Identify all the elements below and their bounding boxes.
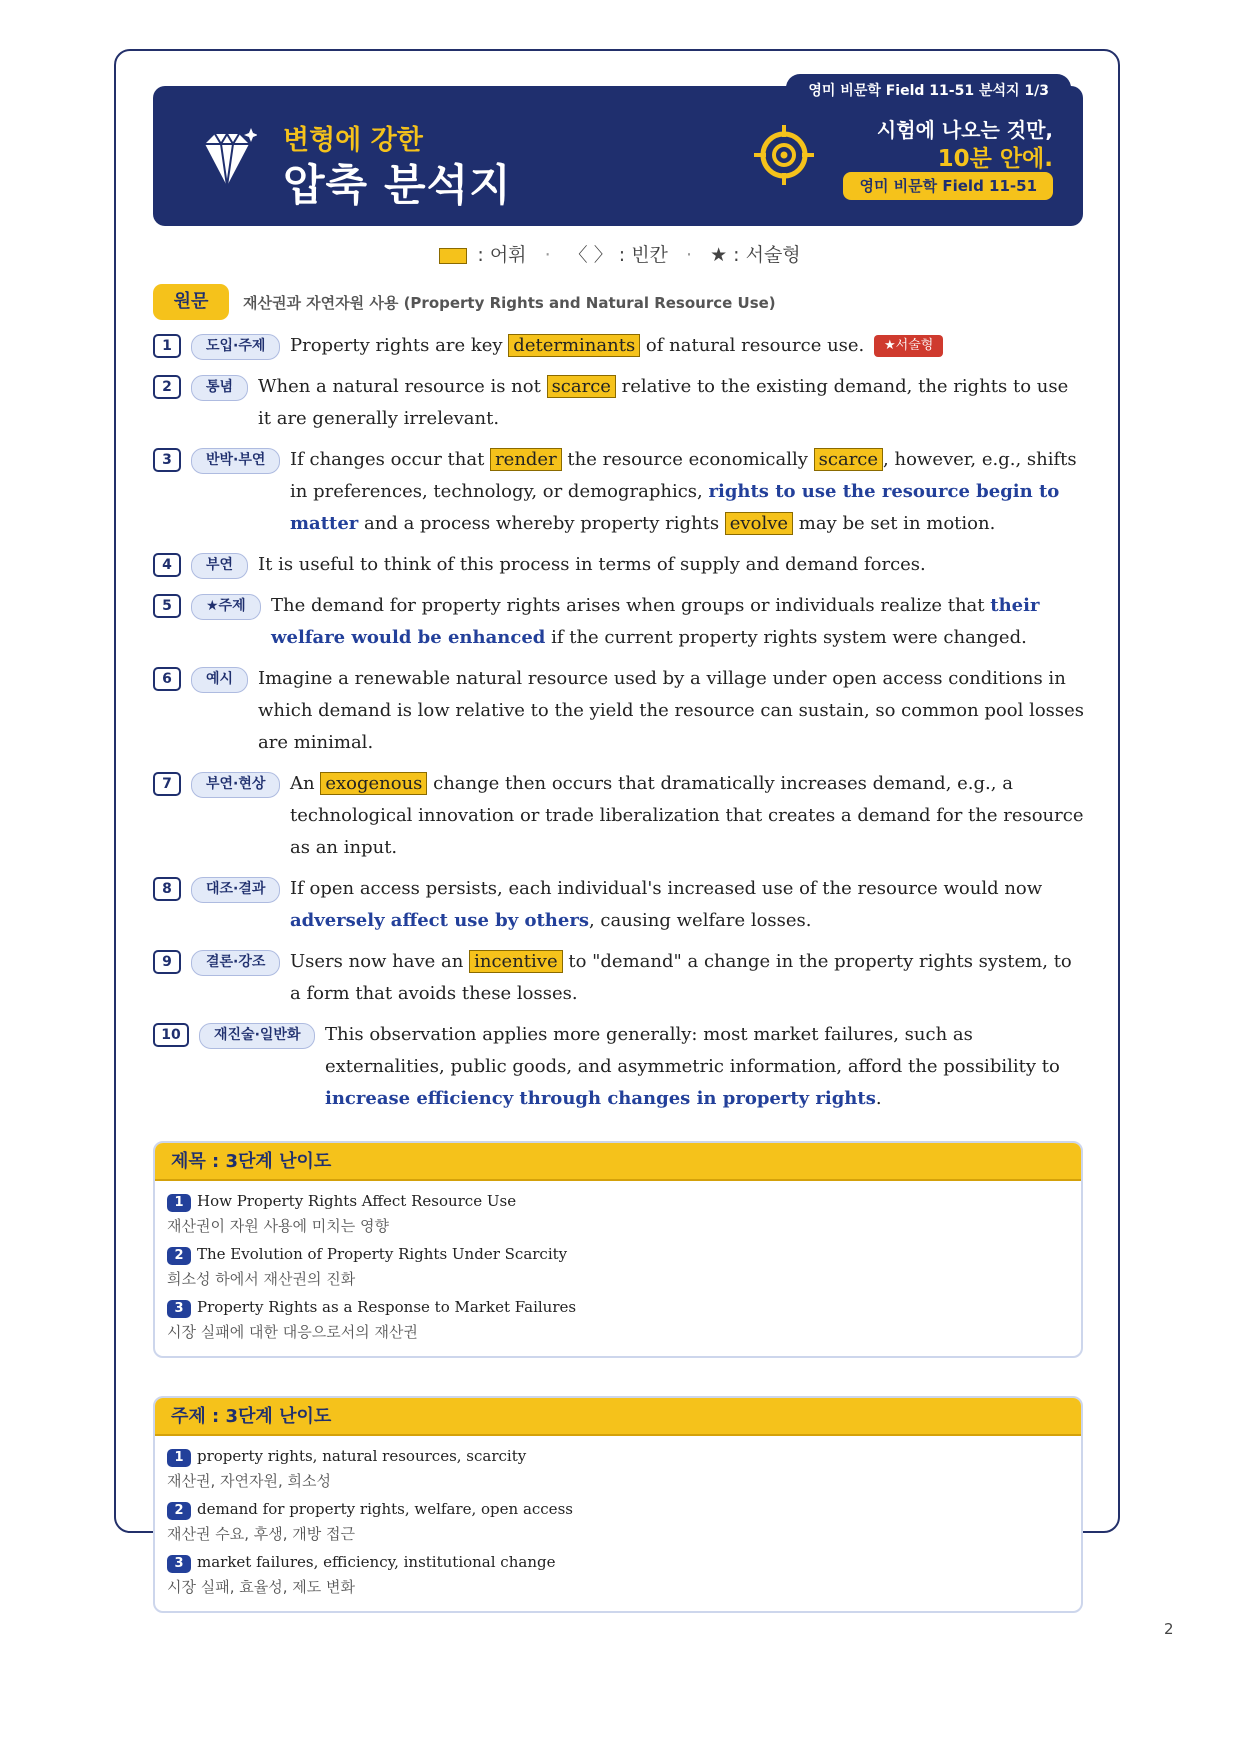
option-english	[167, 1191, 1069, 1212]
theme-box	[153, 1396, 1083, 1613]
legend	[0, 240, 1240, 267]
vocab-highlight: exogenous	[320, 772, 427, 795]
option-number: 3	[167, 1300, 191, 1318]
sentence-number: 6	[153, 667, 181, 691]
sentence-role-tag: 통념	[191, 375, 248, 401]
sentence-role-tag: 결론·강조	[191, 950, 280, 976]
sentence-text	[258, 663, 1085, 759]
text-segment: if the current property rights system were changed.	[545, 627, 1027, 648]
sentence-role-tag: 반박·부연	[191, 448, 280, 474]
sentence-row	[153, 663, 1085, 759]
sentence-role-tag: 부연	[191, 553, 248, 579]
theme-box-items	[155, 1436, 1081, 1611]
vocab-highlight: incentive	[469, 950, 563, 973]
text-segment: This observation applies more generally: most market failures, such as externalities, public goods, and asymmetric information, afford the possibility to	[325, 1024, 1060, 1077]
sentence-number: 9	[153, 950, 181, 974]
text-segment: , causing welfare losses.	[588, 910, 812, 931]
option-item	[167, 1499, 1069, 1544]
sentence-row	[153, 549, 1085, 581]
option-english-text: How Property Rights Affect Resource Use	[197, 1192, 517, 1210]
option-number: 1	[167, 1194, 191, 1212]
key-phrase: increase efficiency through changes in property rights	[325, 1088, 876, 1109]
text-segment: It is useful to think of this process in terms of supply and demand forces.	[258, 554, 926, 575]
title-box	[153, 1141, 1083, 1358]
text-segment: Imagine a renewable natural resource used by a village under open access conditions in which demand is low relative to the yield the resource can sustain, so common pool losses are minimal.	[258, 668, 1085, 753]
sentence-row	[153, 768, 1085, 864]
option-english	[167, 1499, 1069, 1520]
option-korean: 재산권이 자원 사용에 미치는 영향	[167, 1217, 389, 1235]
option-number: 1	[167, 1449, 191, 1467]
sentence-list	[153, 330, 1085, 1124]
sentence-text	[290, 330, 1085, 362]
text-segment: .	[875, 1088, 882, 1109]
key-phrase: adversely affect use by others	[290, 910, 589, 931]
sentence-number: 10	[153, 1023, 189, 1047]
theme-box-heading: 주제 : 3단계 난이도	[155, 1398, 1081, 1436]
vocab-highlight: scarce	[814, 448, 883, 471]
option-english-text: Property Rights as a Response to Market Failures	[197, 1298, 577, 1316]
header-title: 압축 분석지	[283, 161, 512, 211]
sentence-text	[325, 1019, 1085, 1115]
title-box-heading: 제목 : 3단계 난이도	[155, 1143, 1081, 1181]
vocab-highlight: determinants	[508, 334, 640, 357]
sentence-row	[153, 946, 1085, 1010]
sentence-role-tag: 도입·주제	[191, 334, 280, 360]
legend-written: : 서술형	[733, 244, 801, 266]
text-segment: When a natural resource is not	[258, 376, 547, 397]
option-korean: 시장 실패에 대한 대응으로서의 재산권	[167, 1323, 418, 1341]
series-badge: 영미 비문학 Field 11-51	[843, 172, 1053, 200]
vocab-swatch-icon	[439, 248, 467, 264]
sentence-number: 3	[153, 448, 181, 472]
sentence-row	[153, 330, 1085, 362]
text-segment: The demand for property rights arises when groups or individuals realize that	[271, 595, 991, 616]
option-item	[167, 1446, 1069, 1491]
option-korean: 희소성 하에서 재산권의 진화	[167, 1270, 356, 1288]
text-segment: to "demand" a change in the property rights system, to a form that avoids these losses.	[290, 951, 1072, 1004]
sentence-text	[290, 768, 1085, 864]
sentence-text	[258, 549, 1085, 581]
key-phrase: rights to use the resource begin to matter	[290, 481, 1060, 534]
sentence-row	[153, 444, 1085, 540]
vocab-highlight: render	[490, 448, 562, 471]
option-english	[167, 1244, 1069, 1265]
legend-blank: : 빈칸	[618, 244, 668, 266]
sentence-number: 4	[153, 553, 181, 577]
option-item	[167, 1552, 1069, 1597]
series-tab: 영미 비문학 Field 11-51 분석지 1/3	[786, 74, 1071, 106]
text-segment: If open access persists, each individual's increased use of the resource would now	[290, 878, 1043, 899]
legend-star-icon: ★	[710, 244, 728, 266]
header-banner	[153, 83, 1083, 226]
text-segment: the resource economically	[561, 449, 814, 470]
text-segment: change then occurs that dramatically increases demand, e.g., a technological innovation or trade liberalization that creates a demand for the resource as an input.	[290, 773, 1084, 858]
vocab-highlight: evolve	[725, 512, 793, 535]
original-title: 재산권과 자연자원 사용 (Property Rights and Natural Resource Use)	[243, 294, 776, 312]
option-korean: 시장 실패, 효율성, 제도 변화	[167, 1578, 355, 1596]
option-item	[167, 1191, 1069, 1236]
option-korean: 재산권 수요, 후생, 개방 접근	[167, 1525, 355, 1543]
sentence-text	[290, 444, 1085, 540]
title-box-items	[155, 1181, 1081, 1356]
text-segment: of natural resource use.	[640, 335, 871, 356]
sentence-role-tag: 재진술·일반화	[199, 1023, 315, 1049]
sentence-number: 7	[153, 772, 181, 796]
header-subtitle: 변형에 강한	[283, 125, 423, 156]
sentence-row	[153, 590, 1085, 654]
sentence-text	[271, 590, 1085, 654]
text-segment: An	[290, 773, 321, 794]
page-number: 2	[1164, 1620, 1174, 1638]
option-item	[167, 1297, 1069, 1342]
diamond-icon	[197, 126, 257, 190]
sentence-row	[153, 1019, 1085, 1115]
sentence-number: 5	[153, 594, 181, 618]
legend-vocab: : 어휘	[477, 244, 527, 266]
option-english-text: market failures, efficiency, institutional change	[197, 1553, 556, 1571]
text-segment: Property rights are key	[290, 335, 509, 356]
target-icon	[753, 124, 815, 186]
key-phrase: their welfare would be enhanced	[271, 595, 1040, 648]
option-korean: 재산권, 자연자원, 희소성	[167, 1472, 331, 1490]
sentence-role-tag: 대조·결과	[191, 877, 280, 903]
option-english-text: demand for property rights, welfare, open access	[197, 1500, 573, 1518]
text-segment: , however, e.g., shifts in preferences, technology, or demographics,	[290, 449, 1077, 502]
text-segment: Users now have an	[290, 951, 470, 972]
sentence-number: 1	[153, 334, 181, 358]
sentence-number: 8	[153, 877, 181, 901]
option-number: 3	[167, 1555, 191, 1573]
vocab-highlight: scarce	[547, 375, 616, 398]
text-segment: may be set in motion.	[793, 513, 996, 534]
sentence-number: 2	[153, 375, 181, 399]
option-item	[167, 1244, 1069, 1289]
option-number: 2	[167, 1502, 191, 1520]
option-english-text: The Evolution of Property Rights Under Scarcity	[197, 1245, 568, 1263]
text-segment: and a process whereby property rights	[358, 513, 725, 534]
original-badge: 원문	[153, 284, 229, 320]
text-segment: If changes occur that	[290, 449, 491, 470]
sentence-role-tag: ★주제	[191, 594, 261, 620]
text-segment: relative to the existing demand, the rights to use it are generally irrelevant.	[258, 376, 1069, 429]
sentence-role-tag: 부연·현상	[191, 772, 280, 798]
sentence-text	[290, 873, 1085, 937]
legend-separator: ·	[685, 244, 693, 266]
legend-separator: ·	[544, 244, 551, 266]
tagline-line-1: 시험에 나오는 것만,	[876, 118, 1053, 142]
sentence-role-tag: 예시	[191, 667, 248, 693]
option-english	[167, 1297, 1069, 1318]
written-answer-badge: ★서술형	[874, 335, 943, 357]
sentence-text	[290, 946, 1085, 1010]
option-english	[167, 1446, 1069, 1467]
legend-blank-symbol: 〈 〉	[568, 244, 613, 266]
option-english-text: property rights, natural resources, scarcity	[197, 1447, 527, 1465]
tagline-line-2: 10분 안에.	[937, 146, 1053, 172]
option-english	[167, 1552, 1069, 1573]
option-number: 2	[167, 1247, 191, 1265]
sentence-row	[153, 371, 1085, 435]
sentence-text	[258, 371, 1085, 435]
sentence-row	[153, 873, 1085, 937]
